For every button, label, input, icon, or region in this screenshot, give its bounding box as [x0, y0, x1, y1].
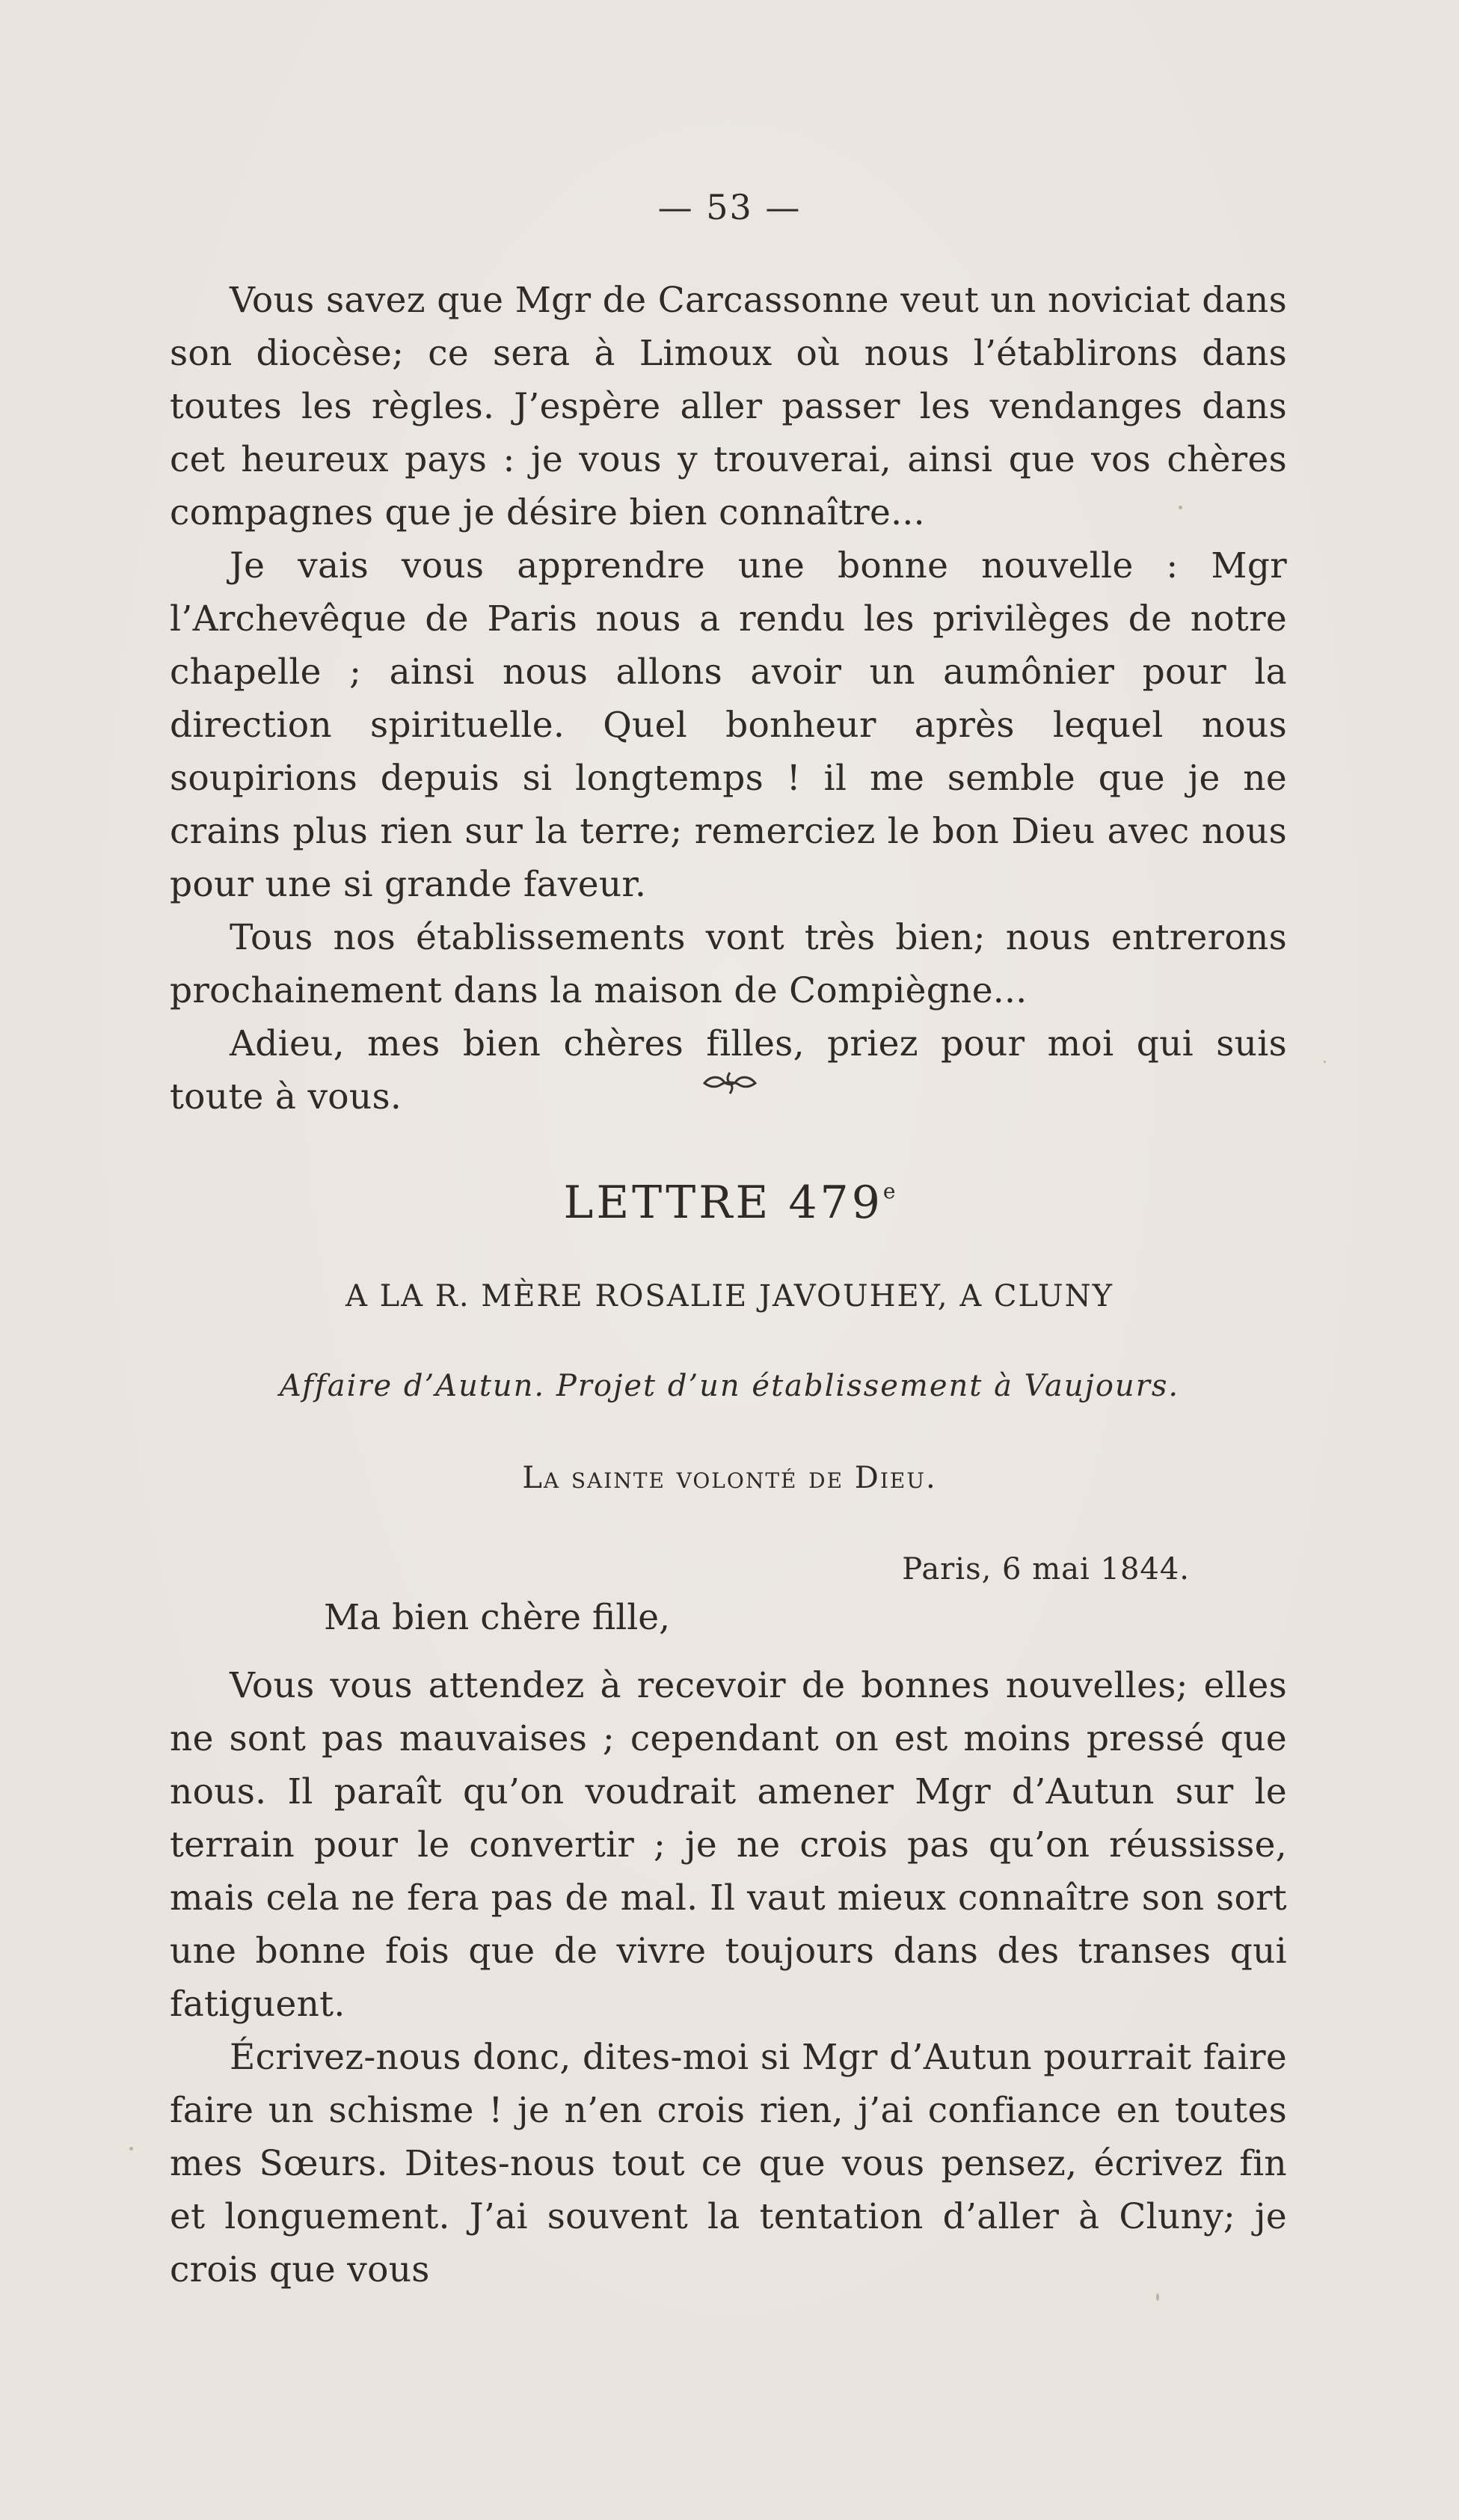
paragraph: Vous vous attendez à recevoir de bonnes nouvelles; elles ne sont pas mauvaises ; cependant on est moins pressé que nous. Il paraît qu’on voudrait amener Mgr d’Autun sur le terrain pour le convertir ; je ne crois pas qu’on réussisse, mais cela ne fera pas de mal. Il vaut mieux connaître son sort une bonne fois que de vivre toujours dans des transes qui fatiguent.: [170, 1665, 1287, 2025]
place-date: Paris, 6 mai 1844.: [902, 1552, 1190, 1587]
paragraph: Je vais vous apprendre une bonne nouvelle : Mgr l’Archevêque de Paris nous a rendu les privilèges de notre chapelle ; ainsi nous allons avoir un aumônier pour la direction spirituelle. Quel bonheur après lequel nous soupirions depuis si longtemps ! il me semble que je ne crains plus rien sur la terre; remerciez le bon Dieu avec nous pour une si grande faveur.: [170, 545, 1287, 905]
letter-subject: Affaire d’Autun. Projet d’un établissement à Vaujours.: [279, 1369, 1180, 1403]
letter-title-text: LETTRE 479: [563, 1177, 883, 1229]
paragraph: Vous savez que Mgr de Carcassonne veut un noviciat dans son diocèse; ce sera à Limoux où nous l’établirons dans toutes les règles. J’espère aller passer les vendanges dans cet heureux pays : je vous y trouverai, ainsi que vos chères compagnes que je désire bien connaître...: [170, 280, 1287, 533]
letter-title-superscript: e: [882, 1179, 896, 1204]
paragraph: Adieu, mes bien chères filles, priez pour moi qui suis toute à vous.: [170, 1023, 1287, 1118]
paper-speck: [1179, 506, 1182, 509]
fleuron-icon: [0, 1068, 1459, 1101]
paper-speck: [129, 2147, 133, 2150]
salutation: Ma bien chère fille,: [324, 1597, 671, 1638]
letter-title: [0, 1177, 1459, 1229]
top-text: [170, 274, 1287, 1123]
fleuron-icon-svg: [700, 1068, 760, 1098]
paragraph: Écrivez-nous donc, dites-moi si Mgr d’Autun pourrait faire faire un schisme ! je n’en crois rien, j’ai confiance en toutes mes Sœurs. Dites-nous tout ce que vous pensez, écrivez fin et longuement. J’ai souvent la tentation d’aller à Cluny; je crois que vous: [170, 2037, 1287, 2290]
letter-motto: La sainte volonté de Dieu.: [522, 1461, 937, 1495]
letter-body: [170, 1659, 1287, 2296]
letter-recipient: A LA R. MÈRE ROSALIE JAVOUHEY, A CLUNY: [345, 1279, 1114, 1313]
page-number: — 53 —: [657, 187, 802, 227]
paper-speck: [1156, 2293, 1159, 2301]
paragraph: Tous nos établissements vont très bien; nous entrerons prochainement dans la maison de Compiègne...: [170, 917, 1287, 1011]
paper-speck: [1324, 1061, 1326, 1063]
